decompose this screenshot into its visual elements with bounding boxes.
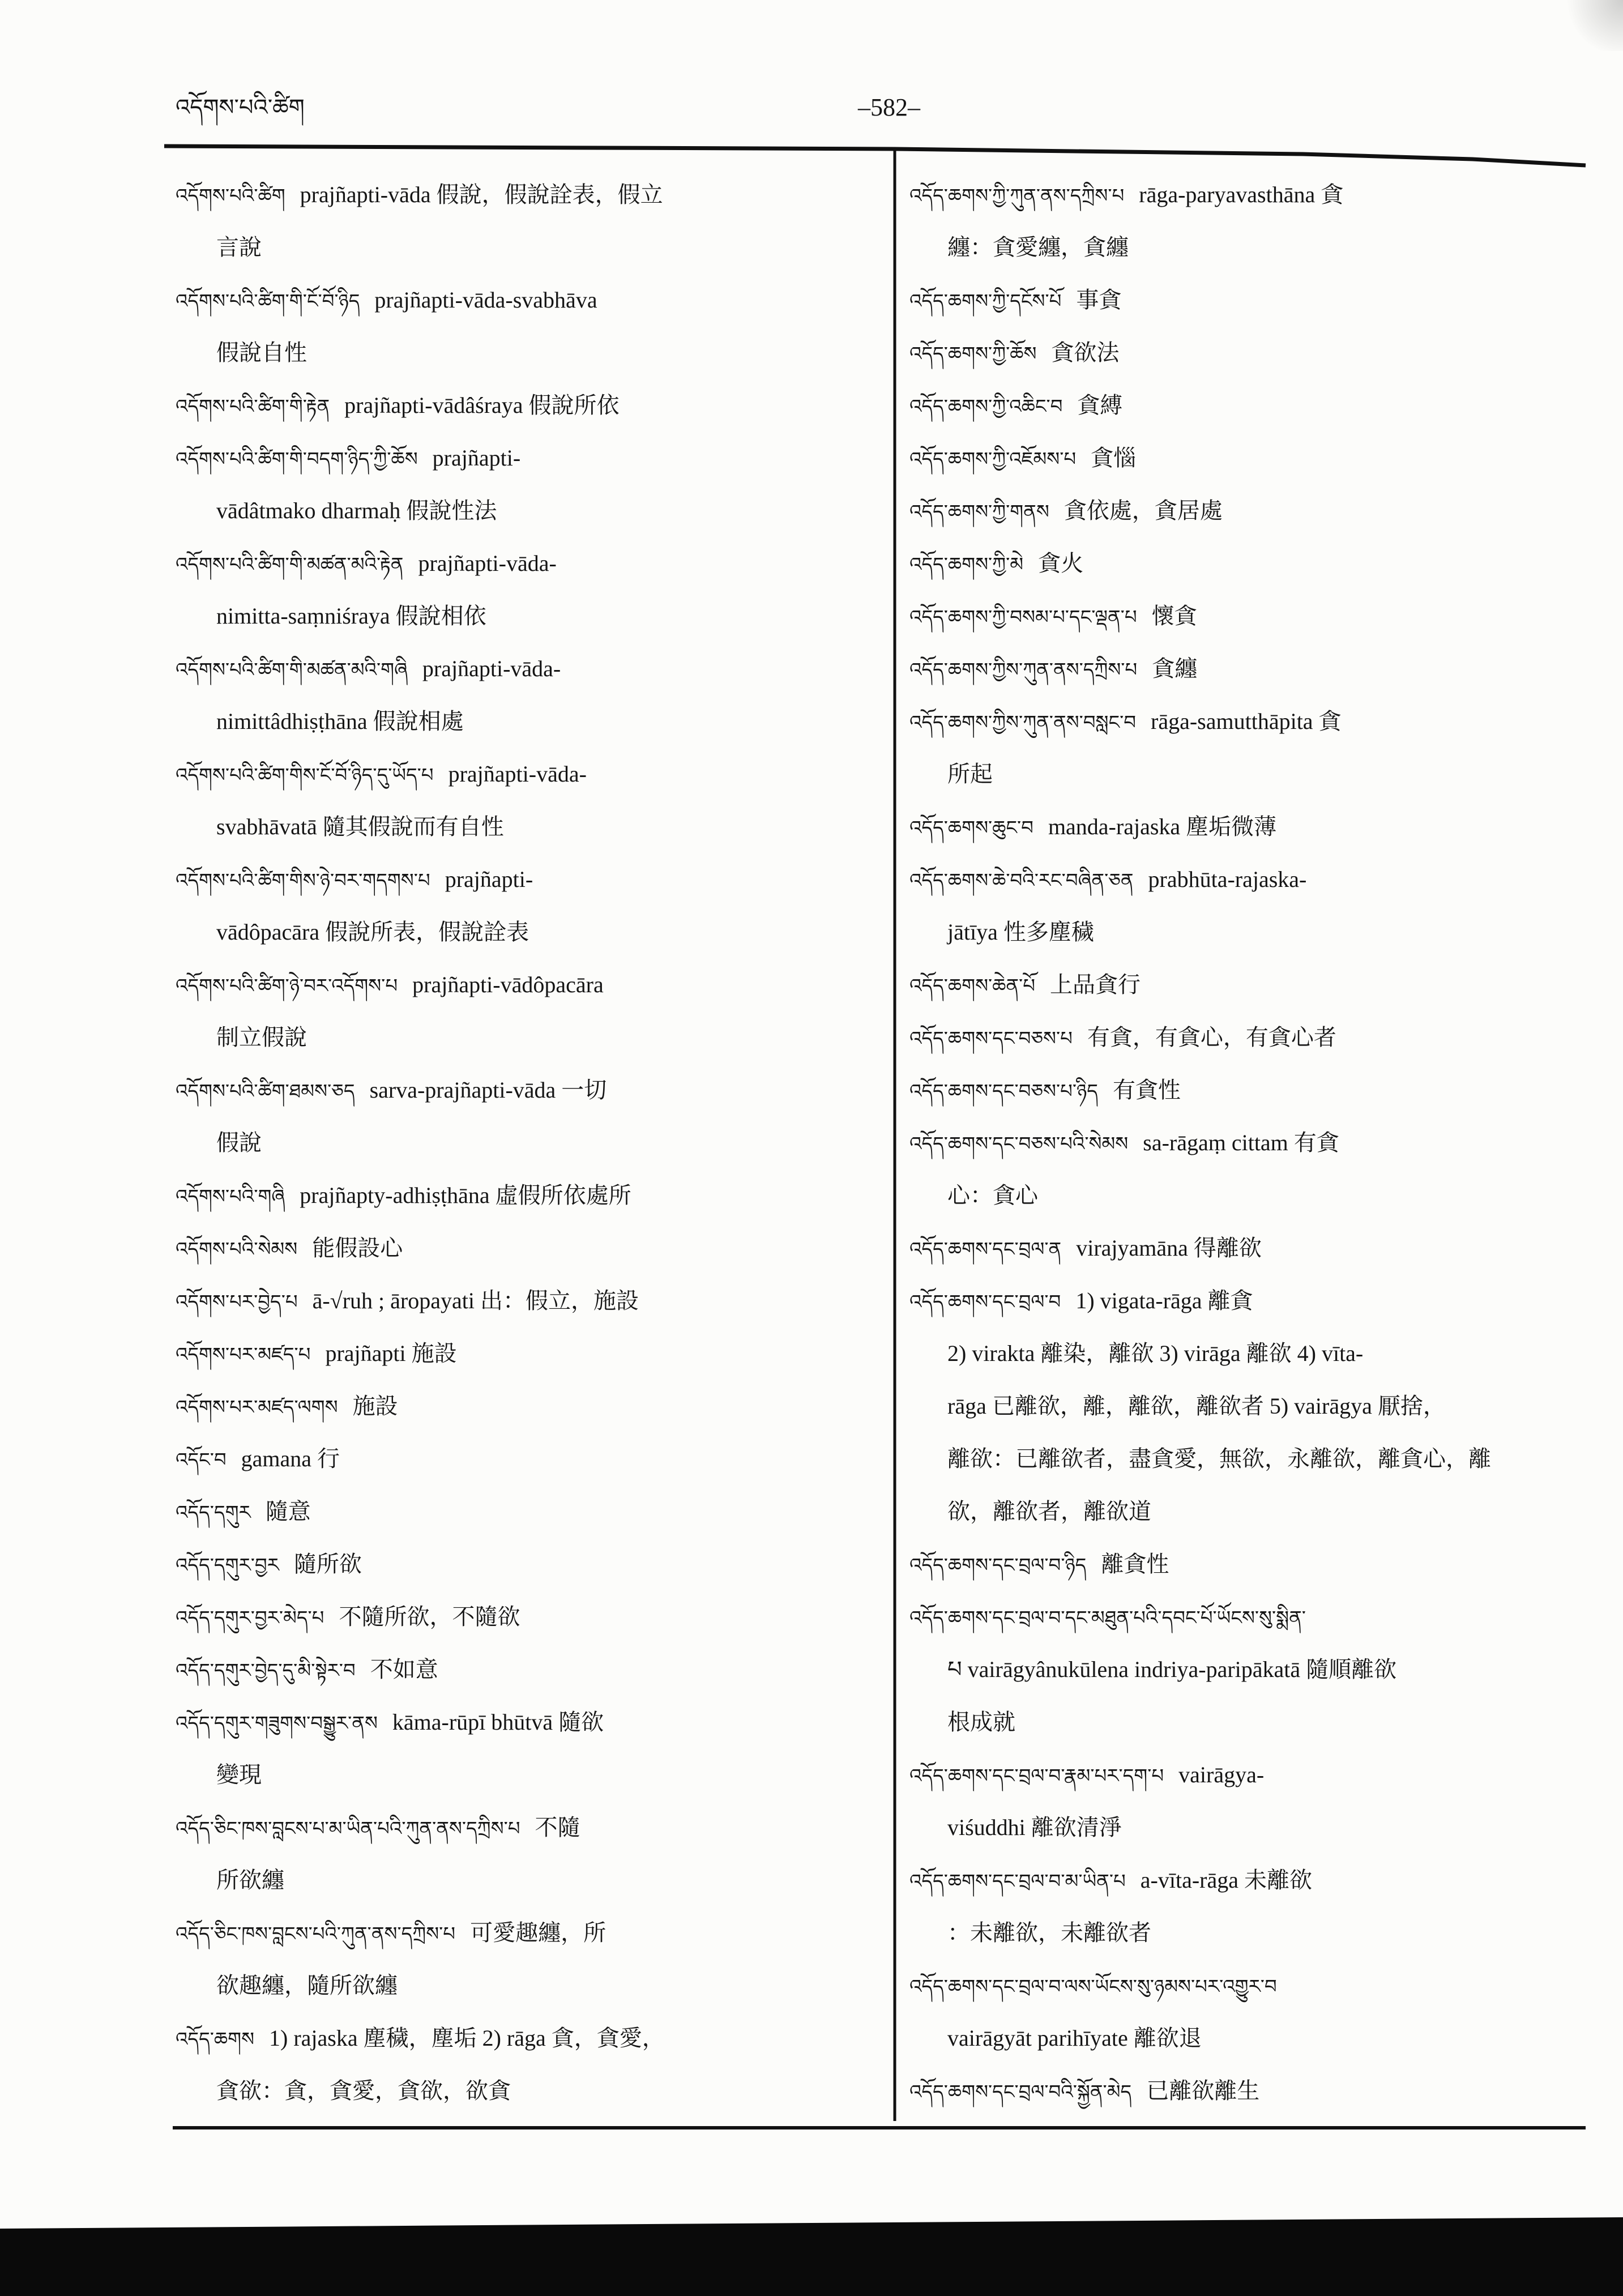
entry-first-line <box>909 432 1583 484</box>
entry-gloss: 不如意 <box>370 1657 438 1682</box>
entry-continuation: 離欲：已離欲者，盡貪愛，無欲，永離欲，離貪心，離 <box>947 1446 1491 1471</box>
tibetan-headword: འདོགས་པའི་ཚིག་གིས་ཉེ་བར་གདགས་པ <box>176 869 430 892</box>
tibetan-headword: འདོགས་པའི་སེམས <box>176 1238 298 1261</box>
entry-first-line <box>909 1274 1583 1327</box>
entry-continuation: 言說 <box>216 234 262 260</box>
dictionary-entry <box>909 1116 1583 1222</box>
entry-continuation: 2) virakta 離染，離欲 3) virāga 離欲 4) vīta- <box>947 1341 1364 1366</box>
tibetan-headword: འདོད་ཆགས་ཀྱི་མེ <box>909 553 1024 576</box>
tibetan-headword: འདོད་དགུར་བྱེད་དུ་མི་སྟེར་བ <box>176 1659 356 1682</box>
page-number: –582– <box>858 93 920 121</box>
entry-gloss: 有貪性 <box>1112 1077 1181 1103</box>
entry-continuation: 所起 <box>947 761 993 787</box>
entry-gloss: prajñapti-vādâśraya 假說所依 <box>344 392 620 418</box>
entry-gloss: ā-√ruh ; āropayati 出：假立，施設 <box>312 1288 639 1313</box>
entry-first-line <box>176 274 875 326</box>
entry-gloss: rāga-paryavasthāna 貪 <box>1139 182 1344 207</box>
dictionary-entry <box>909 274 1583 326</box>
tibetan-headword: འདོད་ཆགས་ཀྱི་ཀུན་ནས་དཀྲིས་པ <box>909 185 1125 207</box>
tibetan-headword: འདོད་དགུར་བྱར <box>176 1554 279 1577</box>
dictionary-entry <box>909 590 1583 642</box>
tibetan-headword: འདོགས་པར་མཛད་ལགས <box>176 1396 338 1419</box>
entry-first-line <box>176 379 875 432</box>
entry-first-line <box>176 1274 875 1327</box>
entry-gloss: prajñapti-vāda 假說，假說詮表，假立 <box>300 182 663 207</box>
entry-first-line <box>909 590 1583 642</box>
tibetan-headword: འདོད་ཆགས་ཀྱིས་ཀུན་ནས་དཀྲིས་པ <box>909 659 1138 681</box>
entry-first-line <box>176 1643 875 1696</box>
scan-bottom-edge <box>0 2217 1623 2296</box>
entry-continuation: jātīya 性多塵穢 <box>947 919 1094 945</box>
entry-gloss: 貪纏 <box>1152 656 1198 681</box>
entry-first-line <box>909 326 1583 379</box>
tibetan-headword: འདོད་ཆགས་དང་བཅས་པའི་སེམས <box>909 1133 1129 1155</box>
dictionary-entry <box>176 1327 875 1380</box>
entry-gloss: prajñapti-vāda- <box>418 550 557 576</box>
dictionary-entry <box>176 432 875 537</box>
tibetan-headword: འདོགས་པའི་ཚིག་གི་རྟེན <box>176 395 330 418</box>
dictionary-entry <box>909 432 1583 484</box>
tibetan-headword: འདོད་ཆགས་ཆེན་པོ <box>909 975 1035 997</box>
entry-first-line <box>909 379 1583 432</box>
right-column <box>909 168 1583 2117</box>
tibetan-headword: འདོད་ཆགས་དང་བྲལ་བ་དང་མཐུན་པའི་དབང་པོ་ཡོངས་སུ་སྨིན་ <box>909 1607 1306 1629</box>
tibetan-headword: འདོད་ཆགས་ཆུང་བ <box>909 817 1033 839</box>
dictionary-entry <box>909 168 1583 274</box>
running-head: འདོགས་པའི་ཚིག <box>176 95 305 121</box>
dictionary-entry <box>176 1274 875 1327</box>
dictionary-entry <box>176 1538 875 1590</box>
entry-gloss: 能假設心 <box>312 1235 403 1261</box>
entry-gloss: prabhūta-rajaska- <box>1148 867 1307 892</box>
entry-first-line <box>176 537 875 590</box>
entry-gloss: prajñapti-vāda- <box>448 761 587 787</box>
entry-continuation: 假說 <box>216 1130 262 1155</box>
dictionary-entry <box>909 958 1583 1011</box>
dictionary-entry <box>176 1222 875 1274</box>
entry-continuation: 根成就 <box>947 1709 1015 1735</box>
tibetan-headword: འདོད་ཆགས་ཀྱི་འཇོམས་པ <box>909 448 1077 471</box>
dictionary-entry <box>176 1696 875 1801</box>
entry-first-line <box>176 2012 875 2064</box>
entry-gloss: 離貪性 <box>1101 1551 1169 1577</box>
tibetan-headword: འདོད་ཆགས་དང་བྲལ་ན <box>909 1238 1062 1261</box>
tibetan-headword: འདོད་ཆགས་དང་བྲལ་བ་རྣམ་པར་དག་པ <box>909 1765 1164 1787</box>
entry-gloss: sa-rāgaṃ cittam 有貪 <box>1143 1130 1339 1155</box>
entry-gloss: virajyamāna 得離欲 <box>1076 1235 1262 1261</box>
dictionary-entry <box>909 800 1583 853</box>
entry-continuation: 貪欲：貪，貪愛，貪欲，欲貪 <box>216 2078 511 2103</box>
dictionary-entry <box>176 853 875 958</box>
entry-first-line <box>176 1432 875 1485</box>
entry-first-line <box>909 1011 1583 1064</box>
entry-gloss: 1) vigata-rāga 離貪 <box>1075 1288 1253 1313</box>
entry-gloss: 隨所欲 <box>293 1551 362 1577</box>
entry-continuation: 欲，離欲者，離欲道 <box>947 1499 1151 1524</box>
entry-continuation: svabhāvatā 隨其假說而有自性 <box>216 814 504 839</box>
entry-gloss: 施設 <box>352 1393 398 1419</box>
dictionary-entry <box>176 1380 875 1432</box>
entry-gloss: gamana 行 <box>241 1446 340 1471</box>
entry-first-line <box>176 1801 875 1854</box>
tibetan-headword: འདོད་ཆགས <box>176 2028 255 2051</box>
entry-first-line <box>176 1906 875 1959</box>
dictionary-entry <box>176 274 875 379</box>
dictionary-entry <box>909 1274 1583 1538</box>
entry-first-line <box>909 642 1583 695</box>
tibetan-headword: འདོད་ཆགས་དང་བྲལ་བ་ལས་ཡོངས་སུ་ཉམས་པར་འགྱུར་བ <box>909 1975 1277 1998</box>
entry-continuation: viśuddhi 離欲清淨 <box>947 1815 1122 1840</box>
dictionary-entry <box>176 1485 875 1538</box>
entry-gloss: kāma-rūpī bhūtvā 隨欲 <box>392 1709 604 1735</box>
entry-gloss: 有貪，有貪心，有貪心者 <box>1087 1025 1336 1050</box>
entry-first-line <box>176 748 875 800</box>
entry-gloss: 貪依處，貪居處 <box>1064 498 1223 523</box>
entry-first-line <box>176 1590 875 1643</box>
entry-first-line <box>909 168 1583 221</box>
entry-gloss: vairāgya- <box>1178 1762 1265 1787</box>
dictionary-entry <box>176 379 875 432</box>
entry-first-line <box>909 484 1583 537</box>
entry-first-line <box>909 853 1583 906</box>
tibetan-headword: འདོད་ཅིང་ཁས་བླངས་པའི་ཀུན་ནས་དཀྲིས་པ <box>176 1923 456 1945</box>
entry-gloss: 可愛趣纏，所 <box>470 1920 607 1945</box>
entry-first-line <box>909 1959 1583 2012</box>
tibetan-headword: འདོགས་པར་མཛད་པ <box>176 1343 311 1366</box>
entry-first-line <box>176 168 875 221</box>
entry-first-line <box>176 432 875 484</box>
tibetan-headword: འདོགས་པའི་ཚིག་ཐམས་ཅད <box>176 1080 355 1103</box>
dictionary-entry <box>909 1748 1583 1854</box>
entry-continuation: 所欲纏 <box>216 1867 284 1893</box>
dictionary-entry <box>909 2064 1583 2117</box>
tibetan-headword: འདོད་ཆགས་དང་བཅས་པ་ཉིད <box>909 1080 1098 1103</box>
entry-continuation: 纏：貪愛纏，貪纏 <box>947 234 1129 260</box>
dictionary-entry <box>909 853 1583 958</box>
dictionary-entry <box>909 642 1583 695</box>
dictionary-entry <box>176 642 875 748</box>
entry-continuation: 制立假說 <box>216 1025 307 1050</box>
tibetan-headword: འདོད་ཆགས་ཀྱི་འཆིང་བ <box>909 395 1063 418</box>
entry-gloss: 懷貪 <box>1151 603 1197 629</box>
tibetan-headword: འདོད་ཆགས་ཀྱི་དངོས་པོ <box>909 290 1062 313</box>
header-rule <box>164 146 1586 165</box>
dictionary-entry <box>909 1959 1583 2064</box>
entry-first-line <box>909 1854 1583 1906</box>
entry-first-line <box>909 1116 1583 1169</box>
entry-gloss: 不隨所欲，不隨欲 <box>339 1604 520 1629</box>
entry-continuation: nimitta-saṃniśraya 假說相依 <box>216 603 486 629</box>
dictionary-entry <box>176 1643 875 1696</box>
entry-first-line <box>176 1538 875 1590</box>
tibetan-headword: འདོད་ཆགས་དང་བྲལ་བ་མ་ཡིན་པ <box>909 1870 1126 1893</box>
dictionary-entry <box>909 326 1583 379</box>
tibetan-headword: འདོགས་པའི་ཚིག་གི་ངོ་བོ་ཉིད <box>176 290 360 313</box>
entry-gloss: 貪惱 <box>1091 445 1137 471</box>
entry-gloss: rāga-samutthāpita 貪 <box>1151 709 1342 734</box>
entry-gloss: sarva-prajñapti-vāda 一切 <box>369 1077 607 1103</box>
entry-continuation: 假說自性 <box>216 340 307 365</box>
entry-first-line <box>176 1327 875 1380</box>
tibetan-headword: འདོད་དགུར་གཟུགས་བསྒྱུར་ནས <box>176 1712 378 1735</box>
dictionary-entry <box>909 695 1583 800</box>
entry-gloss: manda-rajaska 塵垢微薄 <box>1048 814 1277 839</box>
entry-continuation: vādôpacāra 假說所表，假說詮表 <box>216 919 529 945</box>
entry-first-line <box>176 1380 875 1432</box>
entry-first-line <box>909 537 1583 590</box>
entry-continuation: 變現 <box>216 1762 262 1787</box>
entry-gloss: prajñapti-vāda-svabhāva <box>374 287 597 313</box>
tibetan-headword: འདོགས་པར་བྱེད་པ <box>176 1291 298 1313</box>
dictionary-entry <box>176 748 875 853</box>
tibetan-headword: འདོད་ཅིང་ཁས་བླངས་པ་མ་ཡིན་པའི་ཀུན་ནས་དཀྲིས་པ <box>176 1817 520 1840</box>
tibetan-headword: འདོད་དགུར་བྱར་མེད་པ <box>176 1607 324 1629</box>
entry-first-line <box>909 695 1583 748</box>
entry-first-line <box>176 1485 875 1538</box>
dictionary-entry <box>176 1590 875 1643</box>
dictionary-entry <box>909 379 1583 432</box>
tibetan-headword: འདོང་བ <box>176 1449 227 1471</box>
tibetan-headword: འདོད་ཆགས་དང་བཅས་པ <box>909 1027 1073 1050</box>
tibetan-headword: འདོད་ཆགས་དང་བྲལ་བ <box>909 1291 1061 1313</box>
tibetan-headword: འདོགས་པའི་ཚིག་གི་བདག་ཉིད་ཀྱི་ཆོས <box>176 448 418 471</box>
entry-first-line <box>176 642 875 695</box>
dictionary-entry <box>909 1064 1583 1116</box>
entry-gloss: prajñapti- <box>445 867 533 892</box>
entry-first-line <box>909 2064 1583 2117</box>
tibetan-headword: འདོགས་པའི་ཚིག <box>176 185 285 207</box>
entry-gloss: 不隨 <box>535 1815 580 1840</box>
tibetan-headword: འདོགས་པའི་ཚིག་གི་མཚན་མའི་གཞི <box>176 659 408 681</box>
entry-first-line <box>176 958 875 1011</box>
dictionary-entry <box>909 537 1583 590</box>
tibetan-headword: འདོད་ཆགས་ཀྱི་གནས <box>909 501 1049 523</box>
entry-gloss: 1) rajaska 塵穢，塵垢 2) rāga 貪，貪愛， <box>269 2025 665 2051</box>
entry-first-line <box>176 1696 875 1748</box>
entry-continuation: rāga 已離欲，離，離欲，離欲者 5) vairāgya 厭捨， <box>947 1393 1446 1419</box>
entry-gloss: prajñapty-adhiṣṭhāna 虛假所依處所 <box>300 1183 631 1208</box>
dictionary-entry <box>909 1222 1583 1274</box>
dictionary-entry <box>176 958 875 1064</box>
tibetan-headword: འདོད་ཆགས་ཀྱིས་ཀུན་ནས་བསླང་བ <box>909 711 1137 734</box>
entry-first-line <box>909 1064 1583 1116</box>
entry-continuation: ：未離欲，未離欲者 <box>947 1920 1151 1945</box>
entry-gloss: prajñapti- <box>432 445 521 471</box>
entry-first-line <box>176 1064 875 1116</box>
entry-first-line <box>176 1222 875 1274</box>
tibetan-headword: འདོད་དགུར <box>176 1501 251 1524</box>
dictionary-entry <box>909 1590 1583 1748</box>
tibetan-headword: འདོད་ཆགས་ཀྱི་བསམ་པ་དང་ལྡན་པ <box>909 606 1137 629</box>
tibetan-headword: འདོགས་པའི་ཚིག་ཉེ་བར་འདོགས་པ <box>176 975 398 997</box>
left-column <box>176 168 875 2117</box>
entry-continuation: vādâtmako dharmaḥ 假說性法 <box>216 498 497 523</box>
entry-gloss: prajñapti-vādôpacāra <box>412 972 604 997</box>
entry-continuation: པ vairāgyânukūlena indriya-paripākatā 隨順離欲 <box>947 1657 1397 1682</box>
entry-gloss: a-vīta-rāga 未離欲 <box>1140 1867 1312 1893</box>
entry-gloss: 貪縛 <box>1077 392 1123 418</box>
entry-continuation: 心：貪心 <box>947 1183 1038 1208</box>
entry-gloss: prajñapti 施設 <box>325 1341 457 1366</box>
dictionary-entry <box>909 1854 1583 1959</box>
entry-first-line <box>909 274 1583 326</box>
dictionary-entry <box>176 537 875 642</box>
entry-gloss: 貪欲法 <box>1051 340 1120 365</box>
dictionary-entry <box>909 1011 1583 1064</box>
dictionary-entry <box>176 168 875 274</box>
tibetan-headword: འདོད་ཆགས་དང་བྲལ་བའི་སྐྱོན་མེད <box>909 2081 1132 2103</box>
entry-first-line <box>909 1538 1583 1590</box>
entry-gloss: 事貪 <box>1076 287 1122 313</box>
dictionary-entry <box>909 484 1583 537</box>
entry-first-line <box>909 1222 1583 1274</box>
entry-gloss: prajñapti-vāda- <box>422 656 561 681</box>
entry-first-line <box>909 1590 1583 1643</box>
tibetan-headword: འདོད་ཆགས་ཀྱི་ཆོས <box>909 343 1037 365</box>
dictionary-entry <box>176 1906 875 2012</box>
tibetan-headword: འདོད་ཆགས་ཆེ་བའི་རང་བཞིན་ཅན <box>909 869 1134 892</box>
entry-first-line <box>176 1169 875 1222</box>
tibetan-headword: འདོད་ཆགས་དང་བྲལ་བ་ཉིད <box>909 1554 1087 1577</box>
entry-continuation: 欲趣纏，隨所欲纏 <box>216 1973 398 1998</box>
dictionary-entry <box>176 1169 875 1222</box>
dictionary-entry <box>176 2012 875 2117</box>
dictionary-entry <box>909 1538 1583 1590</box>
scan-artifact <box>1561 0 1623 51</box>
entry-first-line <box>909 958 1583 1011</box>
entry-first-line <box>909 800 1583 853</box>
entry-gloss: 已離欲離生 <box>1146 2078 1260 2103</box>
entry-gloss: 隨意 <box>265 1499 311 1524</box>
tibetan-headword: འདོགས་པའི་ཚིག་གིས་ངོ་བོ་ཉིད་དུ་ཡོད་པ <box>176 764 434 787</box>
tibetan-headword: འདོགས་པའི་ཚིག་གི་མཚན་མའི་རྟེན <box>176 553 404 576</box>
entry-gloss: 貪火 <box>1038 550 1084 576</box>
entry-first-line <box>909 1748 1583 1801</box>
entry-continuation: vairāgyāt parihīyate 離欲退 <box>947 2025 1202 2051</box>
entry-first-line <box>176 853 875 906</box>
dictionary-entry <box>176 1432 875 1485</box>
dictionary-entry <box>176 1064 875 1169</box>
tibetan-headword: འདོགས་པའི་གཞི <box>176 1185 285 1208</box>
dictionary-entry <box>176 1801 875 1906</box>
entry-continuation: nimittâdhiṣṭhāna 假說相處 <box>216 709 464 734</box>
entry-gloss: 上品貪行 <box>1050 972 1141 997</box>
